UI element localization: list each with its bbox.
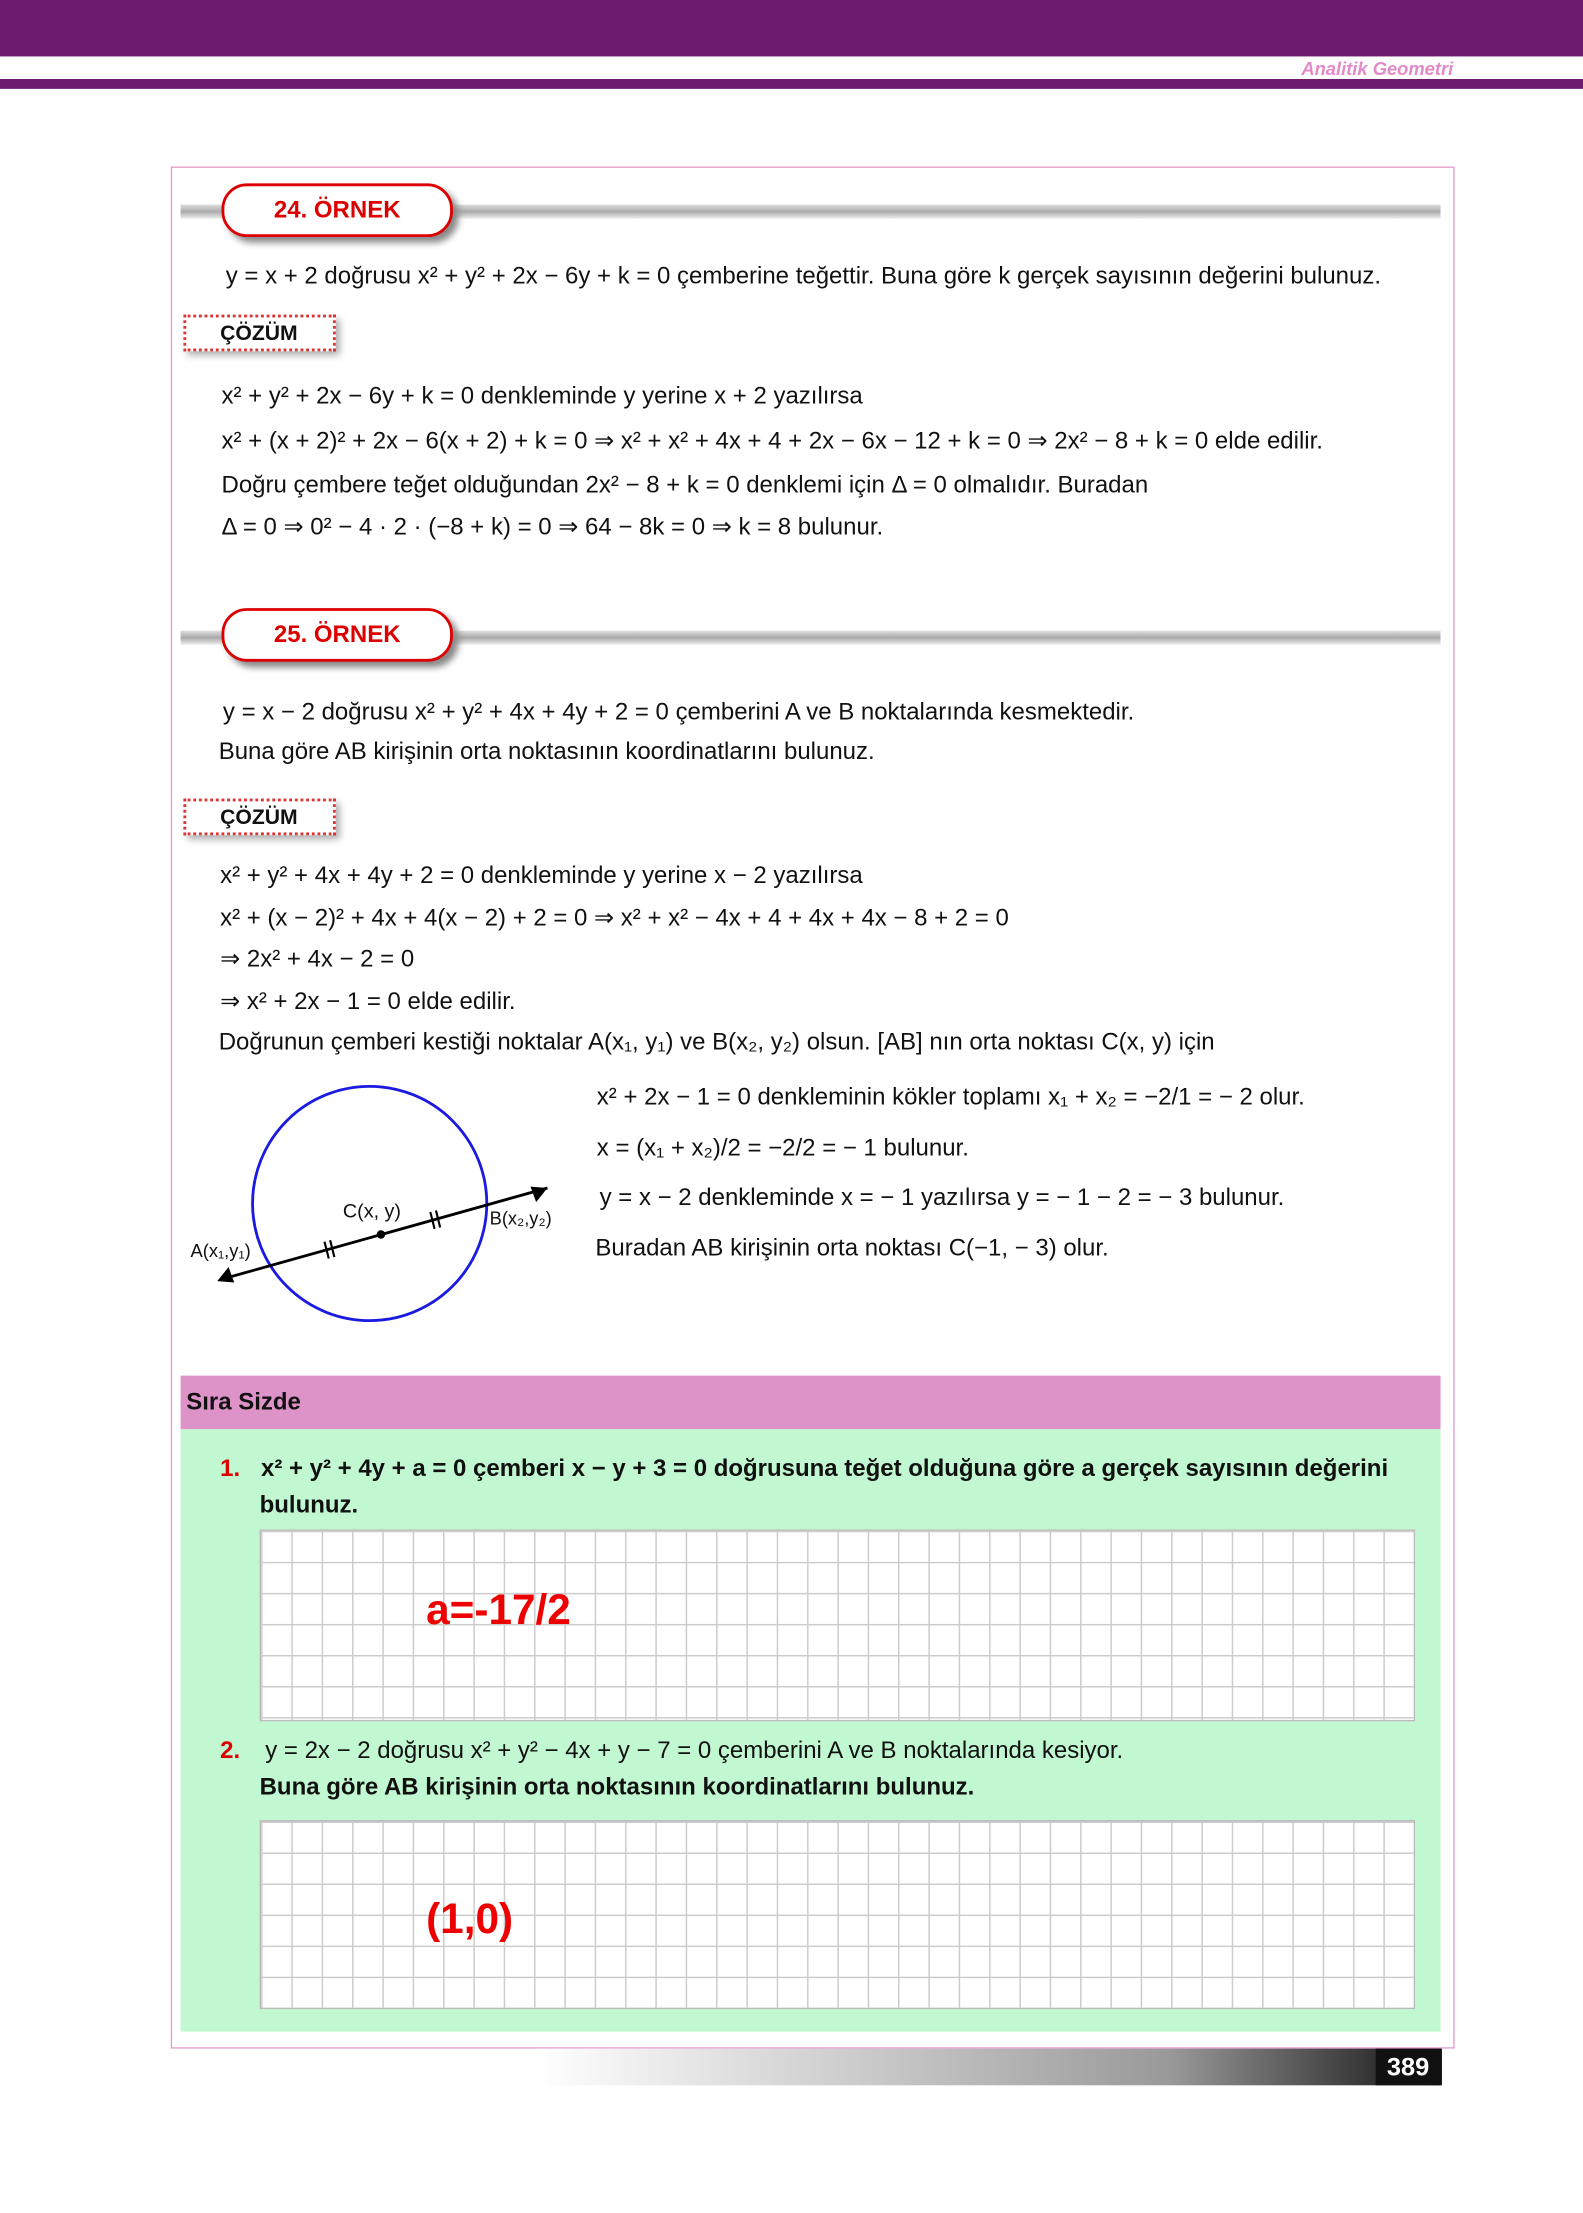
question-text: Buna göre AB kirişinin orta noktasının koordinatlarını bulunuz. [259, 1773, 975, 1801]
top-bar [0, 0, 1583, 56]
handwritten-answer: a=-17/2 [426, 1587, 571, 1634]
handwritten-answer: (1,0) [426, 1896, 514, 1943]
solution-line: ⇒ x² + 2x − 1 = 0 elde edilir. [220, 987, 516, 1015]
solution-line: x² + y² + 2x − 6y + k = 0 denkleminde y yerine x + 2 yazılırsa [221, 382, 863, 410]
solution-line: Doğrunun çemberi kestiği noktalar A(x₁, y₁) ve B(x₂, y₂) olsun. [AB] nın orta noktası C(x, y) için [218, 1028, 1215, 1056]
point-c-label: C(x, y) [342, 1199, 402, 1222]
section-title: Analitik Geometri [1301, 57, 1454, 80]
solution-line: ⇒ 2x² + 4x − 2 = 0 [220, 945, 415, 973]
footer-gradient [536, 2049, 1442, 2086]
question-number: 2. [220, 1736, 241, 1764]
question-number: 1. [220, 1454, 241, 1482]
solution-label: ÇÖZÜM [183, 315, 335, 352]
example-24-question: y = x + 2 doğrusu x² + y² + 2x − 6y + k = 0 çemberine teğettir. Buna göre k gerçek sayısının değerini bulunuz. [225, 262, 1382, 290]
solution-line: x = (x₁ + x₂)/2 = −2/2 = − 1 bulunur. [596, 1134, 969, 1162]
solution-line: Δ = 0 ⇒ 0² − 4 · 2 · (−8 + k) = 0 ⇒ 64 − 8k = 0 ⇒ k = 8 bulunur. [221, 513, 884, 541]
solution-line: x² + (x − 2)² + 4x + 4(x − 2) + 2 = 0 ⇒ x² + x² − 4x + 4 + 4x + 4x − 8 + 2 = 0 [220, 904, 1009, 932]
solution-label: ÇÖZÜM [183, 799, 335, 836]
question-text: x² + y² + 4y + a = 0 çemberi x − y + 3 = 0 doğrusuna teğet olduğuna göre a gerçek sayısının değerini [261, 1454, 1389, 1482]
example-24-title: 24. ÖRNEK [222, 183, 453, 237]
example-25-title: 25. ÖRNEK [222, 608, 453, 662]
solution-line: x² + y² + 4x + 4y + 2 = 0 denkleminde y yerine x − 2 yazılırsa [220, 862, 863, 889]
point-b-label: B(x₂,y₂) [489, 1207, 552, 1229]
solution-line: Buradan AB kirişinin orta noktası C(−1, − 3) olur. [595, 1234, 1109, 1262]
solution-line: y = x − 2 denkleminde x = − 1 yazılırsa y = − 1 − 2 = − 3 bulunur. [599, 1183, 1285, 1211]
point-a-label: A(x₁,y₁) [190, 1240, 251, 1262]
sira-sizde-header: Sıra Sizde [181, 1376, 1441, 1430]
arrow-head-right [530, 1187, 547, 1203]
example-25-question: y = x − 2 doğrusu x² + y² + 4x + 4y + 2 = 0 çemberini A ve B noktalarında kesmektedir. [222, 698, 1135, 726]
question-text: y = 2x − 2 doğrusu x² + y² − 4x + y − 7 = 0 çemberini A ve B noktalarında kesiyor. [265, 1736, 1124, 1764]
solution-line: x² + (x + 2)² + 2x − 6(x + 2) + k = 0 ⇒ x² + x² + 4x + 4 + 2x − 6x − 12 + k = 0 ⇒ 2x² − 8 + k = 0 elde edilir. [221, 427, 1323, 455]
solution-line: x² + 2x − 1 = 0 denkleminin kökler toplamı x₁ + x₂ = −2/1 = − 2 olur. [596, 1083, 1305, 1111]
example-25-question: Buna göre AB kirişinin orta noktasının koordinatlarını bulunuz. [218, 737, 875, 765]
question-text: bulunuz. [259, 1491, 359, 1519]
midpoint [377, 1230, 385, 1238]
arrow-head-left [217, 1267, 234, 1283]
top-line [0, 79, 1583, 89]
solution-line: Doğru çembere teğet olduğundan 2x² − 8 + k = 0 denklemi için Δ = 0 olmalıdır. Buradan [221, 471, 1149, 499]
page-number: 389 [1376, 2049, 1441, 2086]
